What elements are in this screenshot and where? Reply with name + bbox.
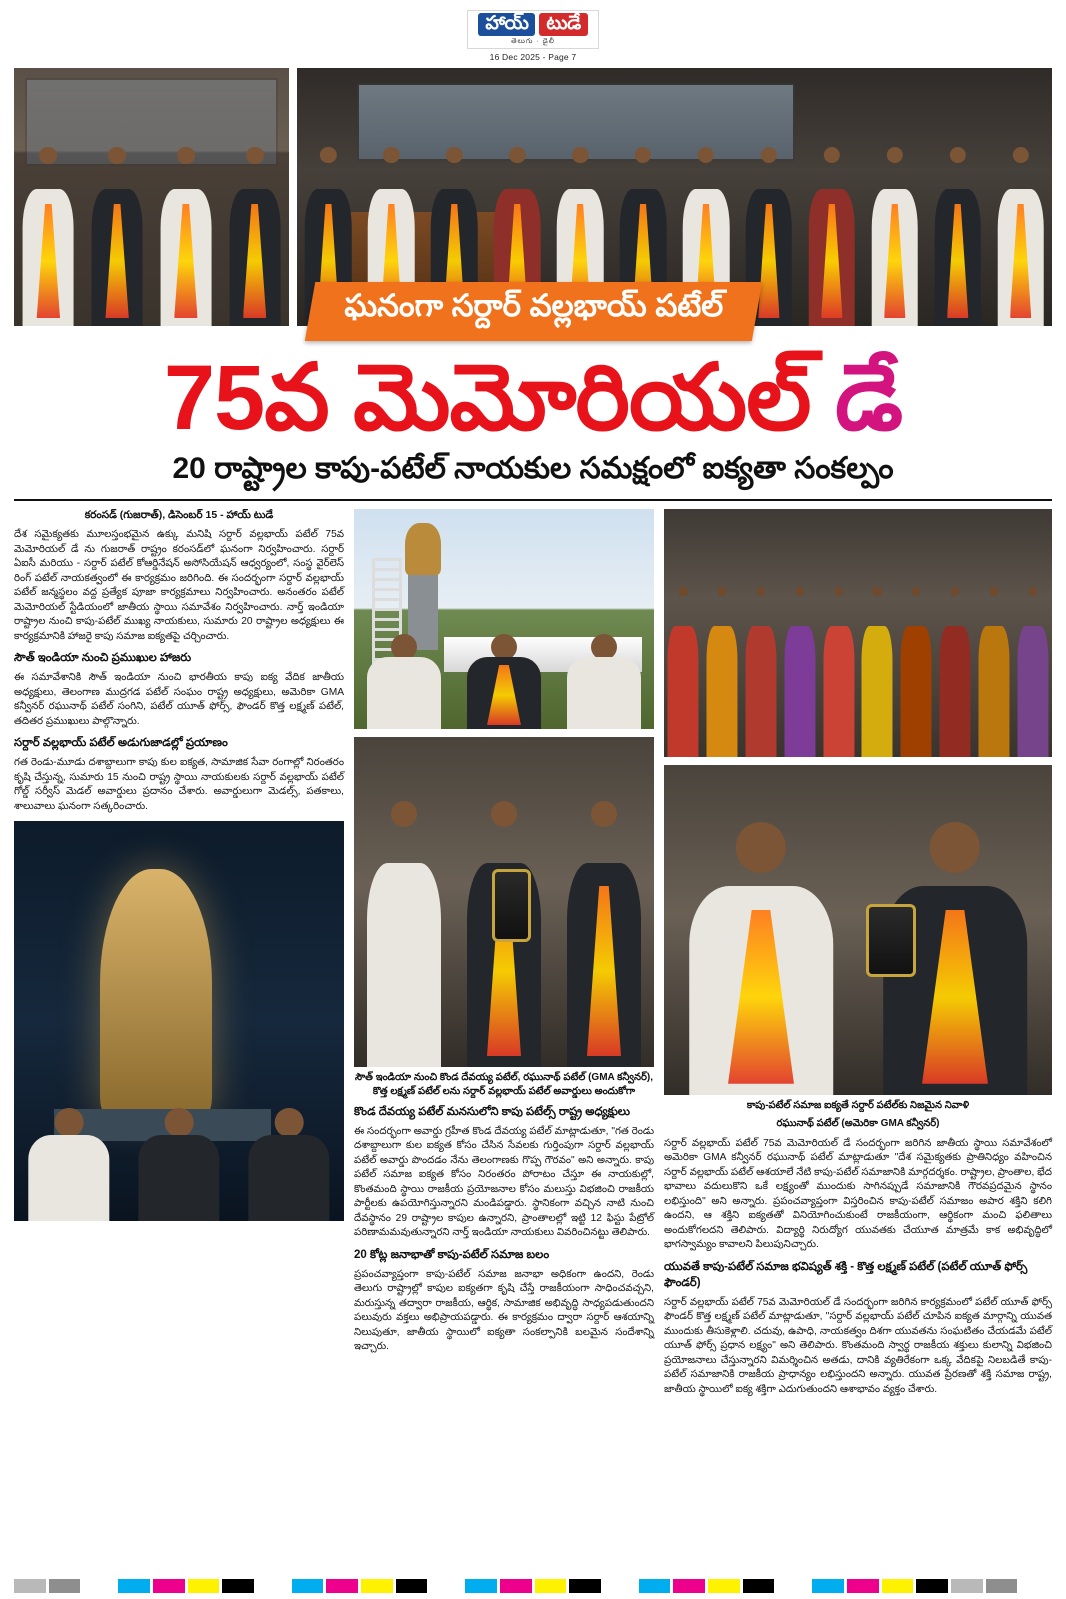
article-subheading-2: సర్దార్ వల్లభాయ్ పటేల్ అడుగుజాడల్లో ప్రయాణం [14,737,228,750]
article-subheading-1: సౌత్ ఇండియా నుంచి ప్రముఖుల హాజరు [14,652,192,665]
column-left [14,509,344,1404]
article-paragraph-1: దేశ సమైక్యతకు మూలస్తంభమైన ఉక్కు మనిషి సర్దార్ వల్లభాయ్ పటేల్ 75వ మెమోరియల్ డే ను గుజరాత్ రాష్ట్రం కరంసడ్‌లో ఘనంగా నిర్వహించారు. సర్దార్ ఏఐసీ మరియు - సర్దార్ పటేల్ కోఆర్డినేషన్ అసోసియేషన్ ఆధ్వర్యంలో, సంస్థ వైర్‌లెస్ రింగ్ పటేల్ నాయకత్వంలో ఈ కార్యక్రమం జరిగింది. ఈ సందర్భంగా సర్దార్ వల్లభాయ్ పటేల్ జన్మస్థలం వద్ద ప్రత్యేక పూజా కార్యక్రమాలు నిర్వహించారు. అనంతరం పటేల్ మెమోరియల్ స్టేడియంలో జాతీయ స్థాయి సమావేశం నిర్వహించారు. నార్త్ ఇండియా రాష్ట్రాల నుంచి కాపు-పటేల్ ముఖ్య నాయకులు, సుమారు 20 రాష్ట్రాల అధ్యక్షులు ఈ కార్యక్రమానికి హాజరై కాపు సమాజ ఐక్యతపై చర్చించారు. [14,529,344,642]
page-subheadline: 20 రాష్ట్రాల కాపు-పటేల్ నాయకుల సమక్షంలో ఐక్యతా సంకల్పం [14,452,1052,501]
color-swatch [465,1579,497,1593]
color-swatch [14,1579,46,1593]
headline-kicker-banner [14,282,1052,341]
right-subheading-1: యువతే కాపు-పటేల్ సమాజ భవిష్యత్ శక్తి - కొత్త లక్ష్మణ్ పటేల్ (పటేల్ యూత్ ఫోర్స్ ఫౌండర్) [664,1260,1028,1289]
color-swatch [118,1579,150,1593]
photo-women-group-stage [664,509,1052,757]
photo-night-statue [14,821,344,1221]
right-paragraph-1: సర్దార్ వల్లభాయ్ పటేల్ 75వ మెమోరియల్ డే సందర్భంగా జరిగిన జాతీయ స్థాయి సమావేశంలో అమెరికా GMA కన్వీనర్ రఘునాథ్ పటేల్ మాట్లాడుతూ "దేశ సమైక్యతకు ప్రాతినిధ్యం వహించిన సర్దార్ వల్లభాయ్ పటేల్ ఆశయాలే నేటి కాపు-పటేల్ సమాజానికి మార్గదర్శకం. రాష్ట్రాల, ప్రాంతాల, భేద భావాలు వదులుకొని ఒకే లక్ష్యంతో ముందుకు సాగినప్పుడే సమాజానికి గౌరవప్రదమైన స్థానం లభిస్తుంది" అని అన్నారు. ప్రపంచవ్యాప్తంగా విస్తరించిన కాపు-పటేల్ సమాజం అపార శక్తిని కలిగి ఉందని, ఆ శక్తిని ఐక్యతతో వినియోగించుకుంటే రాజకీయంగా, ఆర్థికంగా మంచి ఫలితాలు అందుకోగలదని తెలిపారు. విద్యార్థి నిరుద్యోగ యువతకు చేయూత మాత్రమే కాక అభివృద్ధిలో భాగస్వామ్యం కావాలని పిలుపునిచ్చారు. [664,1137,1052,1251]
print-color-calibration-bar [14,1579,1052,1593]
color-swatch [986,1579,1018,1593]
color-swatch [1020,1579,1052,1593]
color-swatch [292,1579,324,1593]
color-swatch [396,1579,428,1593]
color-swatch [951,1579,983,1593]
logo-word-1: హాయ్ [478,13,535,36]
right-paragraph-2: సర్దార్ వల్లభాయ్ పటేల్ 75వ మెమోరియల్ డే సందర్భంగా జరిగిన కార్యక్రమంలో పటేల్ యూత్ ఫోర్స్ ఫౌండర్ కొత్త లక్ష్మణ్ పటేల్ మాట్లాడుతూ, "సర్దార్ వల్లభాయ్ పటేల్ చూపిన ఐక్యత మార్గాన్ని యువత ముందుకు తీసుకెళ్లాలి. చదువు, ఉపాధి, నాయకత్వం దిశగా యువతను సంఘటితం చేయడమే పటేల్ యూత్ ఫోర్స్ ప్రధాన లక్ష్యం" అని తెలిపారు. కొంతమంది స్వార్థ రాజకీయ శక్తులు కులాన్ని విభజించి ప్రయోజనాలు చేస్తున్నారని విమర్శించిన అతడు, దానికి వ్యతిరేకంగా ఒక్క వేదికపై నిలబడితే కాపు-పటేల్ సమాజానికి రాజకీయ ప్రాధాన్యం లభిస్తుందని అన్నారు. యువత ప్రేరణతో శక్తి సమాజ రాష్ట్ర, జాతీయ స్థాయిలో ఐక్య శక్తిగా ఎదుగుతుందని ఆశాభావం వ్యక్తం చేశారు. [664,1296,1052,1395]
color-swatch [83,1579,115,1593]
color-swatch [153,1579,185,1593]
photo-karamsad-monument [354,509,654,729]
color-swatch [743,1579,775,1593]
color-swatch [326,1579,358,1593]
color-swatch [257,1579,289,1593]
logo-subtitle: తెలుగు · డైలీ [511,38,555,45]
column-right [664,509,1052,1404]
photo-award-handover-right [664,765,1052,1095]
color-swatch [222,1579,254,1593]
color-swatch [708,1579,740,1593]
dateline: కరంసడ్ (గుజరాత్), డిసెంబర్ 15 - హాయ్ టుడే [84,509,274,522]
mid-subheading-1: కొండ దేవయ్య పటేల్ మనసులోని కాపు పటేల్స్ రాష్ట్ర అధ్యక్షులు [354,1105,630,1118]
article-paragraph-2: ఈ సమావేశానికి సౌత్ ఇండియా నుంచి భారతీయ కాపు ఐక్య వేదిక జాతీయ అధ్యక్షులు, తెలంగాణ ముద్రగడ పటేల్ సంఘం రాష్ట్ర అధ్యక్షులు, అమెరికా GMA కన్వీనర్ రఘునాథ్ పటేల్ సంగిని, పటేల్ యూత్ ఫోర్స్, ఫౌండర్ కొత్త లక్ష్మణ్ పటేల్, తదితర ప్రముఖులు పాల్గొన్నారు. [14,672,344,727]
caption-right-photo-line1: కాపు-పటేల్ సమాజ ఐక్యతే సర్దార్ పటేల్‌కు నిజమైన నివాళి [746,1100,970,1112]
photo-award-handover-center [354,737,654,1067]
color-swatch [569,1579,601,1593]
kicker-text: ఘనంగా సర్దార్ వల్లభాయ్ పటేల్ [343,288,723,323]
color-swatch [812,1579,844,1593]
color-swatch [639,1579,671,1593]
color-swatch [847,1579,879,1593]
page-headline [14,349,1052,448]
logo-word-2: టుడే [539,13,587,36]
column-middle [354,509,654,1404]
article-body [14,509,1052,1404]
color-swatch [673,1579,705,1593]
color-swatch [604,1579,636,1593]
mid-paragraph-2: ప్రపంచవ్యాప్తంగా కాపు-పటేల్ సమాజ జనాభా అధికంగా ఉందని, రెండు తెలుగు రాష్ట్రాల్లో కాపుల ఐక్యతగా కృషి చేస్తే రాజకీయంగా సాధించవచ్చని, మరుస్తున్న తద్వారా రాజకీయ, ఆర్థిక, సామాజిక అభివృద్ధి సాధ్యపడుతుందని పలువురు వక్తలు అభిప్రాయపడ్డారు. ఈ కార్యక్రమం ద్వారా సర్దార్ ఆశయాన్ని నిలుపుతూ, జాతీయ స్థాయిలో ఐక్యతా సంకల్పానికి బలమైన సందేశాన్ని ఇచ్చారు. [354,1268,654,1353]
headline-part-2: డే [835,347,903,449]
publication-logo [467,10,598,49]
headline-part-1: 75వ మెమోరియల్ [163,347,836,449]
article-paragraph-3: గత రెండు-మూడు దశాబ్దాలుగా కాపు కుల ఐక్యత, సామాజిక సేవా రంగాల్లో నిరంతరం కృషి చేస్తున్న, సుమారు 15 నుంచి రాష్ట్ర స్థాయి నాయకులకు సర్దార్ వల్లభాయ్ పటేల్ గోల్డ్ సర్వీస్ మెడల్ అవార్డులు ప్రదానం చేశారు. అవార్డులుగా మెడల్స్, పతకాలు, శాలువాలు ఘనంగా సత్కరించారు. [14,757,344,812]
color-swatch [777,1579,809,1593]
color-swatch [49,1579,81,1593]
color-swatch [430,1579,462,1593]
masthead [14,6,1052,62]
mid-paragraph-1: ఈ సందర్భంగా అవార్డు గ్రహీత కొండ దేవయ్య పటేల్ మాట్లాడుతూ, "గత రెండు దశాబ్దాలుగా కుల ఐక్యత కోసం చేసిన సేవలకు గుర్తింపుగా సర్దార్ వల్లభాయ్ పటేల్ అవార్డు పొందడం నేను తెలంగాణకు గొప్ప గౌరవం" అని అన్నారు. కాపు పటేల్ సమాజ ఐక్యత కోసం నిరంతరం పోరాటం చేస్తూ ఈ నాయకుల్లో, కొంతమంది స్థాయి రాజకీయ ప్రయోజనాల కోసం మలుస్తు విభజించి రాజకీయ పార్టీలకు ఉపయోగిస్తున్నారని మండిపడ్డారు. స్థానికంగా వచ్చిన నాటి నుంచి దేవస్థానం 29 రాష్ట్రాల కాపుల ఉన్నారని, ప్రాంతాలల్లో ఇట్టి 12 ఫిస్టు పేట్రోల్ పరిణామమవుతున్నారని నార్త్ ఇండియా నాయకులు వివరించినట్టు తెలిపారు. [354,1125,654,1239]
caption-middle-photo: సౌత్ ఇండియా నుంచి కొండ దేవయ్య పటేల్, రఘునాథ్ పటేల్ (GMA కన్వీనర్), కొత్త లక్ష్మణ్ పటేల్ లను సర్దార్ వల్లభాయ్ పటేల్ అవార్డులు అందుకోగా [354,1072,654,1098]
issue-date-page: 16 Dec 2025 - Page 7 [489,52,577,62]
mid-subheading-2: 20 కోట్ల జనాభాతో కాపు-పటేల్ సమాజ బలం [354,1248,550,1261]
color-swatch [535,1579,567,1593]
color-swatch [361,1579,393,1593]
color-swatch [916,1579,948,1593]
color-swatch [882,1579,914,1593]
color-swatch [500,1579,532,1593]
caption-right-photo-line2: రఘునాథ్ పటేల్ (అమెరికా GMA కన్వీనర్) [776,1118,940,1130]
color-swatch [188,1579,220,1593]
